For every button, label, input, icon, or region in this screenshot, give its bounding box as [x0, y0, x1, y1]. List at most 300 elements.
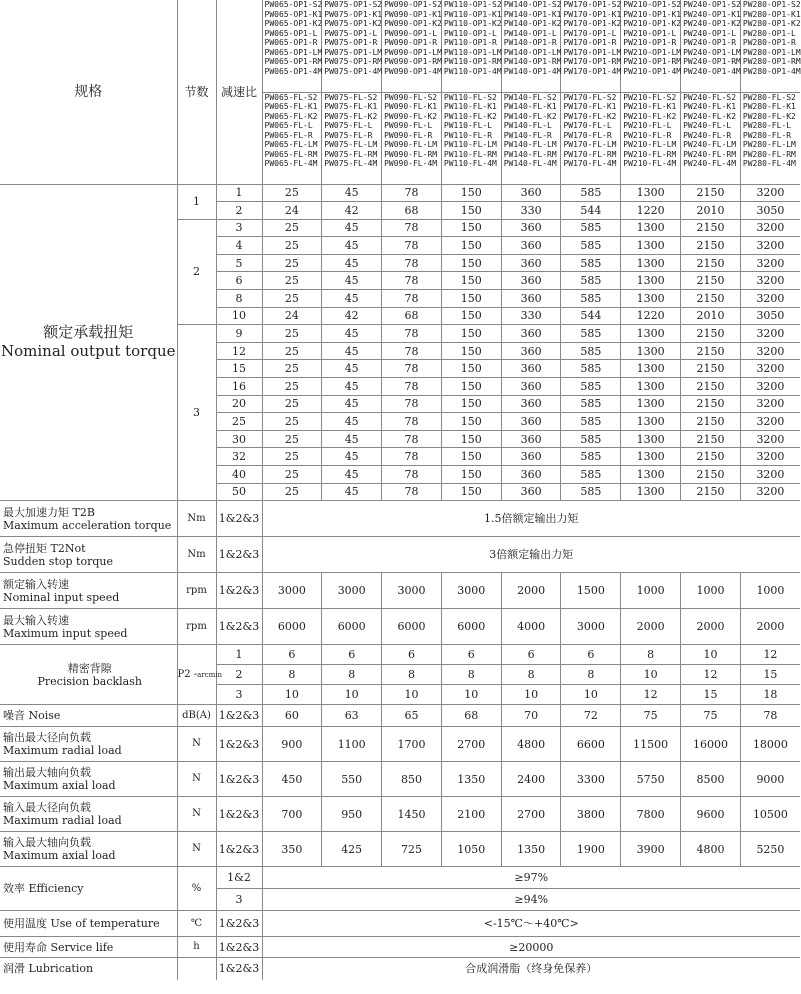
model-code: PW210-OP1-LM — [623, 47, 682, 57]
stage-cell: 1&2&3 — [216, 537, 262, 573]
value-cell: 45 — [322, 378, 382, 396]
value-cell: 3900 — [621, 832, 681, 867]
model-code: PW240-FL-K1 — [683, 102, 737, 111]
model-cell-fl — [441, 92, 501, 184]
max_speed-label-en: Maximum input speed — [3, 626, 128, 640]
model-code: PW075-OP1-K2 — [324, 19, 383, 28]
model-code: PW110-FL-RM — [443, 149, 497, 159]
unit-line: arcmin — [197, 670, 222, 679]
value-cell: 6000 — [382, 609, 442, 645]
value-cell: 150 — [441, 466, 501, 484]
value-cell: 150 — [441, 448, 501, 466]
value-cell: 1300 — [621, 413, 681, 431]
value-cell: 6 — [322, 645, 382, 665]
lubrication-label: 润滑 Lubrication — [0, 958, 177, 980]
value-cell: 150 — [441, 272, 501, 290]
value-cell: 585 — [561, 466, 621, 484]
model-code: PW075-OP1-K1 — [324, 9, 383, 19]
model-code: PW210-OP1-R — [623, 38, 677, 47]
value-cell: 2150 — [681, 360, 741, 378]
value-cell: 2150 — [681, 219, 741, 237]
unit-cell: dB(A) — [177, 705, 216, 727]
model-cell-fl — [322, 92, 382, 184]
model-code: PW090-FL-4M — [384, 159, 438, 168]
value-cell: 350 — [262, 832, 322, 867]
model-code: PW110-OP1-LM — [443, 47, 502, 57]
value-cell: 360 — [501, 219, 561, 237]
model-code: PW075-OP1-LM — [324, 47, 383, 57]
model-code: PW170-OP1-L — [563, 28, 617, 38]
model-cell-fl — [561, 92, 621, 184]
value-cell: 8 — [322, 665, 382, 685]
value-cell: 1000 — [681, 573, 741, 609]
life-label: 使用寿命 Service life — [0, 937, 177, 958]
value-cell: 78 — [382, 360, 442, 378]
value-cell: 150 — [441, 342, 501, 360]
model-code: PW210-FL-4M — [623, 159, 677, 168]
model-code: PW110-FL-S2 — [443, 92, 497, 102]
value-cell: 16000 — [681, 727, 741, 762]
table-row — [0, 797, 800, 832]
model-code: PW140-OP1-RM — [503, 57, 562, 66]
model-code: PW065-OP1-L — [264, 28, 318, 38]
model-code: PW110-FL-R — [443, 130, 493, 140]
ratio-cell: 6 — [216, 272, 262, 290]
merged-value: ≥94% — [262, 889, 800, 911]
model-code: PW065-FL-R — [264, 130, 313, 140]
value-cell: 585 — [561, 360, 621, 378]
value-cell: 450 — [262, 762, 322, 797]
value-cell: 2150 — [681, 254, 741, 272]
merged-value: ≥20000 — [262, 937, 800, 958]
value-cell: 950 — [322, 797, 382, 832]
out_axial-label-en: Maximum axial load — [3, 779, 116, 793]
model-code: PW090-FL-K2 — [384, 111, 438, 121]
value-cell: 24 — [262, 307, 322, 325]
value-cell: 25 — [262, 272, 322, 290]
value-cell: 8 — [382, 665, 442, 685]
model-code: PW065-OP1-R — [264, 38, 318, 47]
value-cell: 3050 — [740, 307, 800, 325]
table-row — [0, 501, 800, 537]
value-cell: 25 — [262, 342, 322, 360]
model-code: PW210-OP1-K1 — [623, 9, 682, 19]
value-cell: 12 — [740, 645, 800, 665]
table-row — [0, 573, 800, 609]
table-row — [0, 958, 800, 980]
model-code: PW240-OP1-S2 — [683, 0, 741, 9]
max_accel-label-en: Maximum acceleration torque — [3, 518, 172, 532]
table-row — [0, 911, 800, 937]
value-cell: 150 — [441, 395, 501, 413]
unit-cell: Nm — [177, 501, 216, 537]
table-row — [0, 184, 800, 202]
unit-line: P2 - — [177, 668, 198, 680]
model-code: PW170-OP1-RM — [563, 57, 622, 66]
value-cell: 585 — [561, 254, 621, 272]
value-cell: 2150 — [681, 290, 741, 308]
value-cell: 45 — [322, 448, 382, 466]
rated_speed-label-cn: 额定输入转速 — [3, 577, 69, 591]
in_axial-label-en: Maximum axial load — [3, 849, 116, 863]
value-cell: 75 — [621, 705, 681, 727]
value-cell: 2700 — [501, 797, 561, 832]
model-code: PW210-FL-RM — [623, 149, 677, 159]
model-code: PW170-FL-S2 — [563, 92, 617, 102]
merged-value: 3倍额定输出力矩 — [262, 537, 800, 573]
value-cell: 3200 — [740, 290, 800, 308]
unit-cell: Nm — [177, 537, 216, 573]
value-cell: 2150 — [681, 483, 741, 501]
value-cell: 45 — [322, 342, 382, 360]
model-code: PW170-FL-L — [563, 121, 612, 130]
model-code: PW280-FL-4M — [742, 159, 796, 168]
value-cell: 360 — [501, 466, 561, 484]
unit-cell: N — [177, 832, 216, 867]
model-code: PW075-OP1-RM — [324, 57, 383, 66]
model-code: PW170-OP1-LM — [563, 47, 622, 57]
model-code: PW170-OP1-K2 — [563, 19, 622, 28]
value-cell: 3200 — [740, 430, 800, 448]
value-cell: 78 — [382, 413, 442, 431]
model-code: PW140-OP1-S2 — [503, 0, 562, 9]
stage-cell: 2 — [177, 219, 216, 325]
model-code: PW240-FL-LM — [683, 140, 737, 149]
model-code: PW140-FL-S2 — [503, 92, 557, 102]
unit-cell: N — [177, 727, 216, 762]
value-cell: 585 — [561, 272, 621, 290]
value-cell: 360 — [501, 395, 561, 413]
model-code: PW090-OP1-R — [384, 38, 438, 47]
value-cell: 10 — [621, 665, 681, 685]
value-cell: 150 — [441, 430, 501, 448]
table-row — [0, 0, 800, 92]
merged-value: <-15℃～+40℃> — [262, 911, 800, 937]
value-cell: 3000 — [382, 573, 442, 609]
value-cell: 10 — [441, 685, 501, 705]
model-code: PW075-OP1-4M — [324, 66, 383, 76]
model-code: PW090-OP1-K2 — [384, 19, 442, 28]
in_axial-label-cn: 输入最大轴向负载 — [3, 836, 91, 850]
value-cell: 4800 — [501, 727, 561, 762]
value-cell: 150 — [441, 378, 501, 396]
value-cell: 78 — [382, 254, 442, 272]
model-cell-fl — [681, 92, 741, 184]
value-cell: 6000 — [262, 609, 322, 645]
model-code: PW075-OP1-L — [324, 28, 378, 38]
model-code: PW090-FL-S2 — [384, 92, 438, 102]
value-cell: 150 — [441, 254, 501, 272]
in_radial-label — [0, 797, 177, 832]
value-cell: 15 — [740, 665, 800, 685]
model-cell-fl — [382, 92, 442, 184]
value-cell: 78 — [382, 290, 442, 308]
value-cell: 360 — [501, 254, 561, 272]
model-code: PW110-FL-K1 — [443, 102, 497, 111]
stage-cell: 1 — [216, 645, 262, 665]
value-cell: 78 — [382, 430, 442, 448]
estop-label-en: Sudden stop torque — [3, 554, 113, 568]
value-cell: 3200 — [740, 413, 800, 431]
value-cell: 1000 — [621, 573, 681, 609]
value-cell: 68 — [382, 307, 442, 325]
model-code: PW240-OP1-L — [683, 28, 737, 38]
model-code: PW170-OP1-R — [563, 38, 617, 47]
value-cell: 8 — [561, 665, 621, 685]
ratio-cell: 25 — [216, 413, 262, 431]
model-code: PW210-OP1-4M — [623, 66, 682, 76]
value-cell: 6600 — [561, 727, 621, 762]
value-cell: 1300 — [621, 272, 681, 290]
value-cell: 2150 — [681, 448, 741, 466]
value-cell: 12 — [681, 665, 741, 685]
model-code: PW240-OP1-LM — [683, 47, 741, 57]
value-cell: 1220 — [621, 307, 681, 325]
torque-label-en: Nominal output torque — [1, 342, 176, 361]
value-cell: 3000 — [441, 573, 501, 609]
model-code: PW240-FL-S2 — [683, 92, 737, 102]
value-cell: 68 — [382, 202, 442, 220]
value-cell: 3200 — [740, 342, 800, 360]
model-code: PW090-OP1-S2 — [384, 0, 442, 9]
value-cell: 78 — [382, 448, 442, 466]
model-code: PW090-OP1-L — [384, 28, 438, 38]
max_accel-label — [0, 501, 177, 537]
value-cell: 6 — [561, 645, 621, 665]
temperature-label: 使用温度 Use of temperature — [0, 911, 177, 937]
stage-cell: 1&2&3 — [216, 609, 262, 645]
table-row — [0, 762, 800, 797]
value-cell: 10 — [681, 645, 741, 665]
value-cell: 4800 — [681, 832, 741, 867]
model-code: PW210-FL-L — [623, 121, 672, 130]
value-cell: 1050 — [441, 832, 501, 867]
model-code: PW090-OP1-LM — [384, 47, 442, 57]
value-cell: 18 — [740, 685, 800, 705]
value-cell: 8 — [262, 665, 322, 685]
value-cell: 150 — [441, 360, 501, 378]
value-cell: 585 — [561, 430, 621, 448]
model-code: PW140-OP1-R — [503, 38, 557, 47]
torque-label-cn: 额定承载扭矩 — [43, 323, 134, 342]
value-cell: 2150 — [681, 342, 741, 360]
value-cell: 150 — [441, 219, 501, 237]
model-code: PW280-FL-L — [742, 121, 792, 130]
value-cell: 25 — [262, 413, 322, 431]
value-cell: 45 — [322, 395, 382, 413]
value-cell: 585 — [561, 395, 621, 413]
model-code: PW280-FL-R — [742, 130, 792, 140]
value-cell: 25 — [262, 483, 322, 501]
value-cell: 25 — [262, 325, 322, 343]
value-cell: 3200 — [740, 483, 800, 501]
backlash-label-en: Precision backlash — [37, 674, 142, 688]
model-cell-op — [621, 0, 681, 92]
backlash-label-cn: 精密背隙 — [67, 661, 112, 675]
ratio-header: 减速比 — [216, 0, 262, 184]
model-cell-fl — [740, 92, 800, 184]
value-cell: 1300 — [621, 184, 681, 202]
stage-cell: 2 — [216, 665, 262, 685]
unit-cell: rpm — [177, 573, 216, 609]
model-code: PW210-FL-LM — [623, 140, 677, 149]
model-code: PW075-FL-LM — [324, 140, 378, 149]
value-cell: 45 — [322, 290, 382, 308]
value-cell: 1700 — [382, 727, 442, 762]
value-cell: 2150 — [681, 395, 741, 413]
value-cell: 2100 — [441, 797, 501, 832]
value-cell: 60 — [262, 705, 322, 727]
model-code: PW280-FL-K2 — [742, 111, 796, 121]
value-cell: 2150 — [681, 466, 741, 484]
value-cell: 25 — [262, 430, 322, 448]
ratio-cell: 30 — [216, 430, 262, 448]
model-code: PW140-OP1-4M — [503, 66, 562, 76]
value-cell: 78 — [382, 395, 442, 413]
ratio-cell: 32 — [216, 448, 262, 466]
value-cell: 3800 — [561, 797, 621, 832]
value-cell: 360 — [501, 342, 561, 360]
value-cell: 7800 — [621, 797, 681, 832]
unit-cell: rpm — [177, 609, 216, 645]
value-cell: 3000 — [561, 609, 621, 645]
value-cell: 585 — [561, 237, 621, 255]
stage-cell: 1&2&3 — [216, 832, 262, 867]
value-cell: 10500 — [740, 797, 800, 832]
model-code: PW280-FL-S2 — [742, 92, 796, 102]
ratio-cell: 16 — [216, 378, 262, 396]
stage-cell: 1&2&3 — [216, 797, 262, 832]
model-cell-fl — [262, 92, 322, 184]
value-cell: 725 — [382, 832, 442, 867]
model-code: PW240-OP1-K2 — [683, 19, 741, 28]
value-cell: 150 — [441, 413, 501, 431]
table-row — [0, 537, 800, 573]
value-cell: 45 — [322, 483, 382, 501]
value-cell: 25 — [262, 360, 322, 378]
value-cell: 8500 — [681, 762, 741, 797]
value-cell: 3200 — [740, 360, 800, 378]
in_radial-label-en: Maximum radial load — [3, 814, 122, 828]
model-code: PW075-OP1-R — [324, 38, 378, 47]
model-code: PW170-FL-K2 — [563, 111, 617, 121]
value-cell: 3200 — [740, 378, 800, 396]
value-cell: 63 — [322, 705, 382, 727]
noise-label: 噪音 Noise — [0, 705, 177, 727]
value-cell: 3200 — [740, 395, 800, 413]
model-code: PW140-FL-K2 — [503, 111, 557, 121]
stage-cell: 1&2 — [216, 867, 262, 889]
out_radial-label-cn: 输出最大径向负载 — [3, 731, 91, 745]
value-cell: 45 — [322, 413, 382, 431]
model-code: PW140-FL-RM — [503, 149, 557, 159]
model-code: PW075-OP1-S2 — [324, 0, 383, 9]
model-code: PW090-OP1-4M — [384, 66, 442, 76]
unit-cell — [177, 958, 216, 980]
model-code: PW240-OP1-4M — [683, 66, 741, 76]
stage-cell: 1 — [177, 184, 216, 219]
ratio-cell: 9 — [216, 325, 262, 343]
in_axial-label — [0, 832, 177, 867]
stage-cell: 1&2&3 — [216, 705, 262, 727]
ratio-cell: 50 — [216, 483, 262, 501]
model-code: PW090-FL-LM — [384, 140, 438, 149]
torque-label — [0, 184, 177, 501]
value-cell: 360 — [501, 430, 561, 448]
estop-label-cn: 急停扭矩 T2Not — [3, 541, 86, 555]
value-cell: 78 — [382, 483, 442, 501]
value-cell: 360 — [501, 360, 561, 378]
model-code: PW140-FL-4M — [503, 159, 557, 168]
value-cell: 45 — [322, 254, 382, 272]
model-code: PW075-FL-L — [324, 121, 373, 130]
rated_speed-label — [0, 573, 177, 609]
value-cell: 12 — [621, 685, 681, 705]
value-cell: 3200 — [740, 325, 800, 343]
model-cell-op — [262, 0, 322, 92]
value-cell: 25 — [262, 448, 322, 466]
value-cell: 1300 — [621, 430, 681, 448]
table-row — [0, 645, 800, 665]
model-code: PW210-OP1-S2 — [623, 0, 682, 9]
model-code: PW140-OP1-LM — [503, 47, 562, 57]
value-cell: 75 — [681, 705, 741, 727]
model-code: PW210-FL-K2 — [623, 111, 677, 121]
value-cell: 544 — [561, 202, 621, 220]
value-cell: 585 — [561, 184, 621, 202]
value-cell: 1300 — [621, 290, 681, 308]
value-cell: 6000 — [441, 609, 501, 645]
model-code: PW140-FL-LM — [503, 140, 557, 149]
table-row — [0, 727, 800, 762]
model-cell-op — [561, 0, 621, 92]
value-cell: 2010 — [681, 307, 741, 325]
value-cell: 25 — [262, 219, 322, 237]
value-cell: 3200 — [740, 448, 800, 466]
model-code: PW110-FL-LM — [443, 140, 497, 149]
model-code: PW170-FL-K1 — [563, 102, 617, 111]
model-code: PW090-FL-L — [384, 121, 433, 130]
model-code: PW110-OP1-K1 — [443, 9, 502, 19]
value-cell: 8 — [621, 645, 681, 665]
model-code: PW090-FL-RM — [384, 149, 438, 159]
value-cell: 45 — [322, 466, 382, 484]
value-cell: 10 — [382, 685, 442, 705]
model-code: PW140-OP1-K1 — [503, 9, 562, 19]
model-code: PW065-OP1-LM — [264, 47, 323, 57]
value-cell: 78 — [382, 237, 442, 255]
model-code: PW170-FL-LM — [563, 140, 617, 149]
value-cell: 1300 — [621, 395, 681, 413]
value-cell: 2150 — [681, 184, 741, 202]
model-code: PW075-FL-K2 — [324, 111, 378, 121]
spec-header: 规格 — [0, 0, 177, 184]
stage-cell: 1&2&3 — [216, 501, 262, 537]
value-cell: 3000 — [262, 573, 322, 609]
unit-cell: N — [177, 797, 216, 832]
value-cell: 2000 — [740, 609, 800, 645]
model-code: PW075-FL-4M — [324, 159, 378, 168]
value-cell: 45 — [322, 219, 382, 237]
value-cell: 45 — [322, 237, 382, 255]
value-cell: 585 — [561, 342, 621, 360]
model-code: PW075-FL-S2 — [324, 92, 378, 102]
model-code: PW065-FL-K1 — [264, 102, 318, 111]
model-code: PW240-FL-R — [683, 130, 732, 140]
value-cell: 45 — [322, 184, 382, 202]
value-cell: 1300 — [621, 219, 681, 237]
stage-cell: 1&2&3 — [216, 762, 262, 797]
